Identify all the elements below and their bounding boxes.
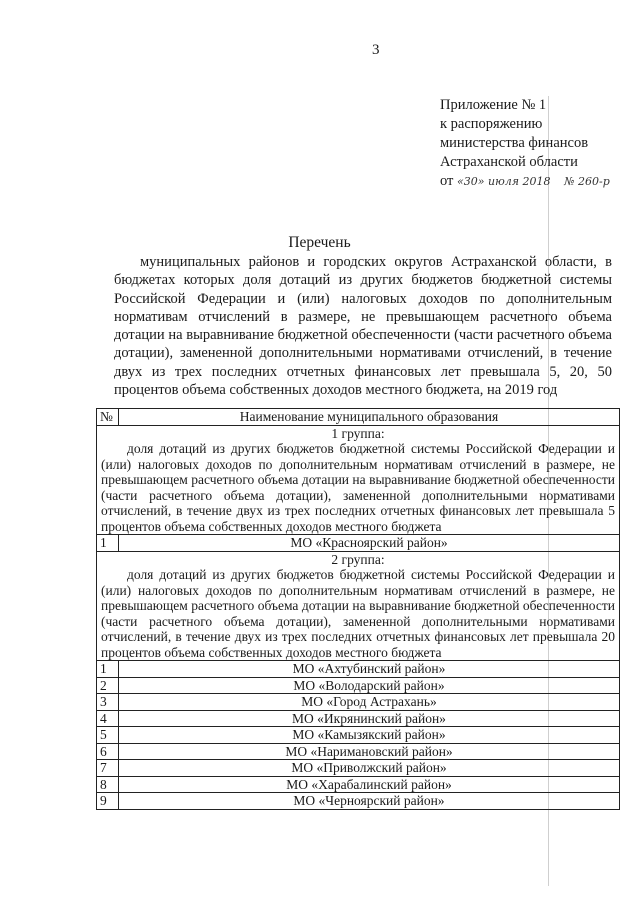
row-municipality-name: МО «Ахтубинский район»	[119, 661, 620, 678]
table-row	[97, 661, 620, 678]
group-1-description: доля дотаций из других бюджетов бюджетной системы Российской Федерации и (или) налоговых доходов по дополнительным нормативам отчислений в размере, не превышающем расчетного объема дотации на выравнивание бюджетной обеспеченности (части расчетного объема дотации), замененной дополнительными нормативами отчислений, в течение двух из трех последних отчетных финансовых лет превышала 5 процентов объема собственных доходов местного бюджета	[101, 441, 615, 534]
row-number: 8	[97, 776, 119, 793]
table-row	[97, 793, 620, 810]
table-row	[97, 776, 620, 793]
header-number: №	[97, 409, 119, 426]
table-row	[97, 760, 620, 777]
table-header-row	[97, 409, 620, 426]
appendix-line-2: к распоряжению	[440, 116, 543, 132]
row-number: 6	[97, 743, 119, 760]
table-row	[97, 694, 620, 711]
table-row	[97, 535, 620, 552]
row-number: 1	[97, 535, 119, 552]
row-number: 3	[97, 694, 119, 711]
table-row	[97, 743, 620, 760]
row-municipality-name: МО «Камызякский район»	[119, 727, 620, 744]
row-number: 4	[97, 710, 119, 727]
document-title: Перечень	[288, 234, 351, 251]
group-1-title: 1 группа:	[331, 425, 385, 441]
document-subtitle: муниципальных районов и городских округов Астраханской области, в бюджетах которых доля дотаций из других бюджетов бюджетной системы Российской Федерации и (или) налоговых доходов по дополнительным нормативам отчислений в размере, не превышающем расчетного объема дотации на выравнивание бюджетной обеспеченности (части расчетного объема дотации), замененной дополнительными нормативами отчислений, в течение двух из трех последних отчетных финансовых лет превышала 5, 20, 50 процентов объема собственных доходов местного бюджета, на 2019 год	[114, 254, 612, 399]
row-municipality-name: МО «Наримановский район»	[119, 743, 620, 760]
row-number: 1	[97, 661, 119, 678]
row-municipality-name: МО «Икрянинский район»	[119, 710, 620, 727]
row-municipality-name: МО «Черноярский район»	[119, 793, 620, 810]
row-municipality-name: МО «Харабалинский район»	[119, 776, 620, 793]
appendix-line-1: Приложение № 1	[440, 97, 547, 113]
municipalities-table	[96, 408, 620, 810]
row-number: 7	[97, 760, 119, 777]
row-number: 5	[97, 727, 119, 744]
appendix-number-handwritten: № 260-р	[564, 175, 610, 188]
row-number: 2	[97, 677, 119, 694]
row-municipality-name: МО «Город Астрахань»	[119, 694, 620, 711]
group-2-rows	[97, 661, 620, 810]
appendix-date-prefix: от	[440, 173, 454, 189]
appendix-line-4: Астраханской области	[440, 154, 578, 170]
page-number: 3	[372, 42, 380, 58]
group-2-description: доля дотаций из других бюджетов бюджетной системы Российской Федерации и (или) налоговых доходов по дополнительным нормативам отчислений в размере, не превышающем расчетного объема дотации на выравнивание бюджетной обеспеченности (части расчетного объема дотации), замененной дополнительными нормативами отчислений, в течение двух из трех последних отчетных финансовых лет превышала 20 процентов объема собственных доходов местного бюджета	[101, 567, 615, 660]
row-number: 9	[97, 793, 119, 810]
table-row	[97, 710, 620, 727]
appendix-header	[440, 96, 610, 191]
appendix-date-handwritten: «30» июля 2018	[457, 175, 551, 188]
group-2-header-row	[97, 551, 620, 661]
appendix-line-5	[440, 172, 610, 191]
group-2-title: 2 группа:	[331, 551, 385, 567]
row-municipality-name: МО «Приволжский район»	[119, 760, 620, 777]
row-municipality-name: МО «Красноярский район»	[119, 535, 620, 552]
table-row	[97, 677, 620, 694]
header-name: Наименование муниципального образования	[119, 409, 620, 426]
table-row	[97, 727, 620, 744]
appendix-line-3: министерства финансов	[440, 135, 589, 151]
group-1-rows	[97, 535, 620, 552]
row-municipality-name: МО «Володарский район»	[119, 677, 620, 694]
group-1-header-row	[97, 425, 620, 535]
